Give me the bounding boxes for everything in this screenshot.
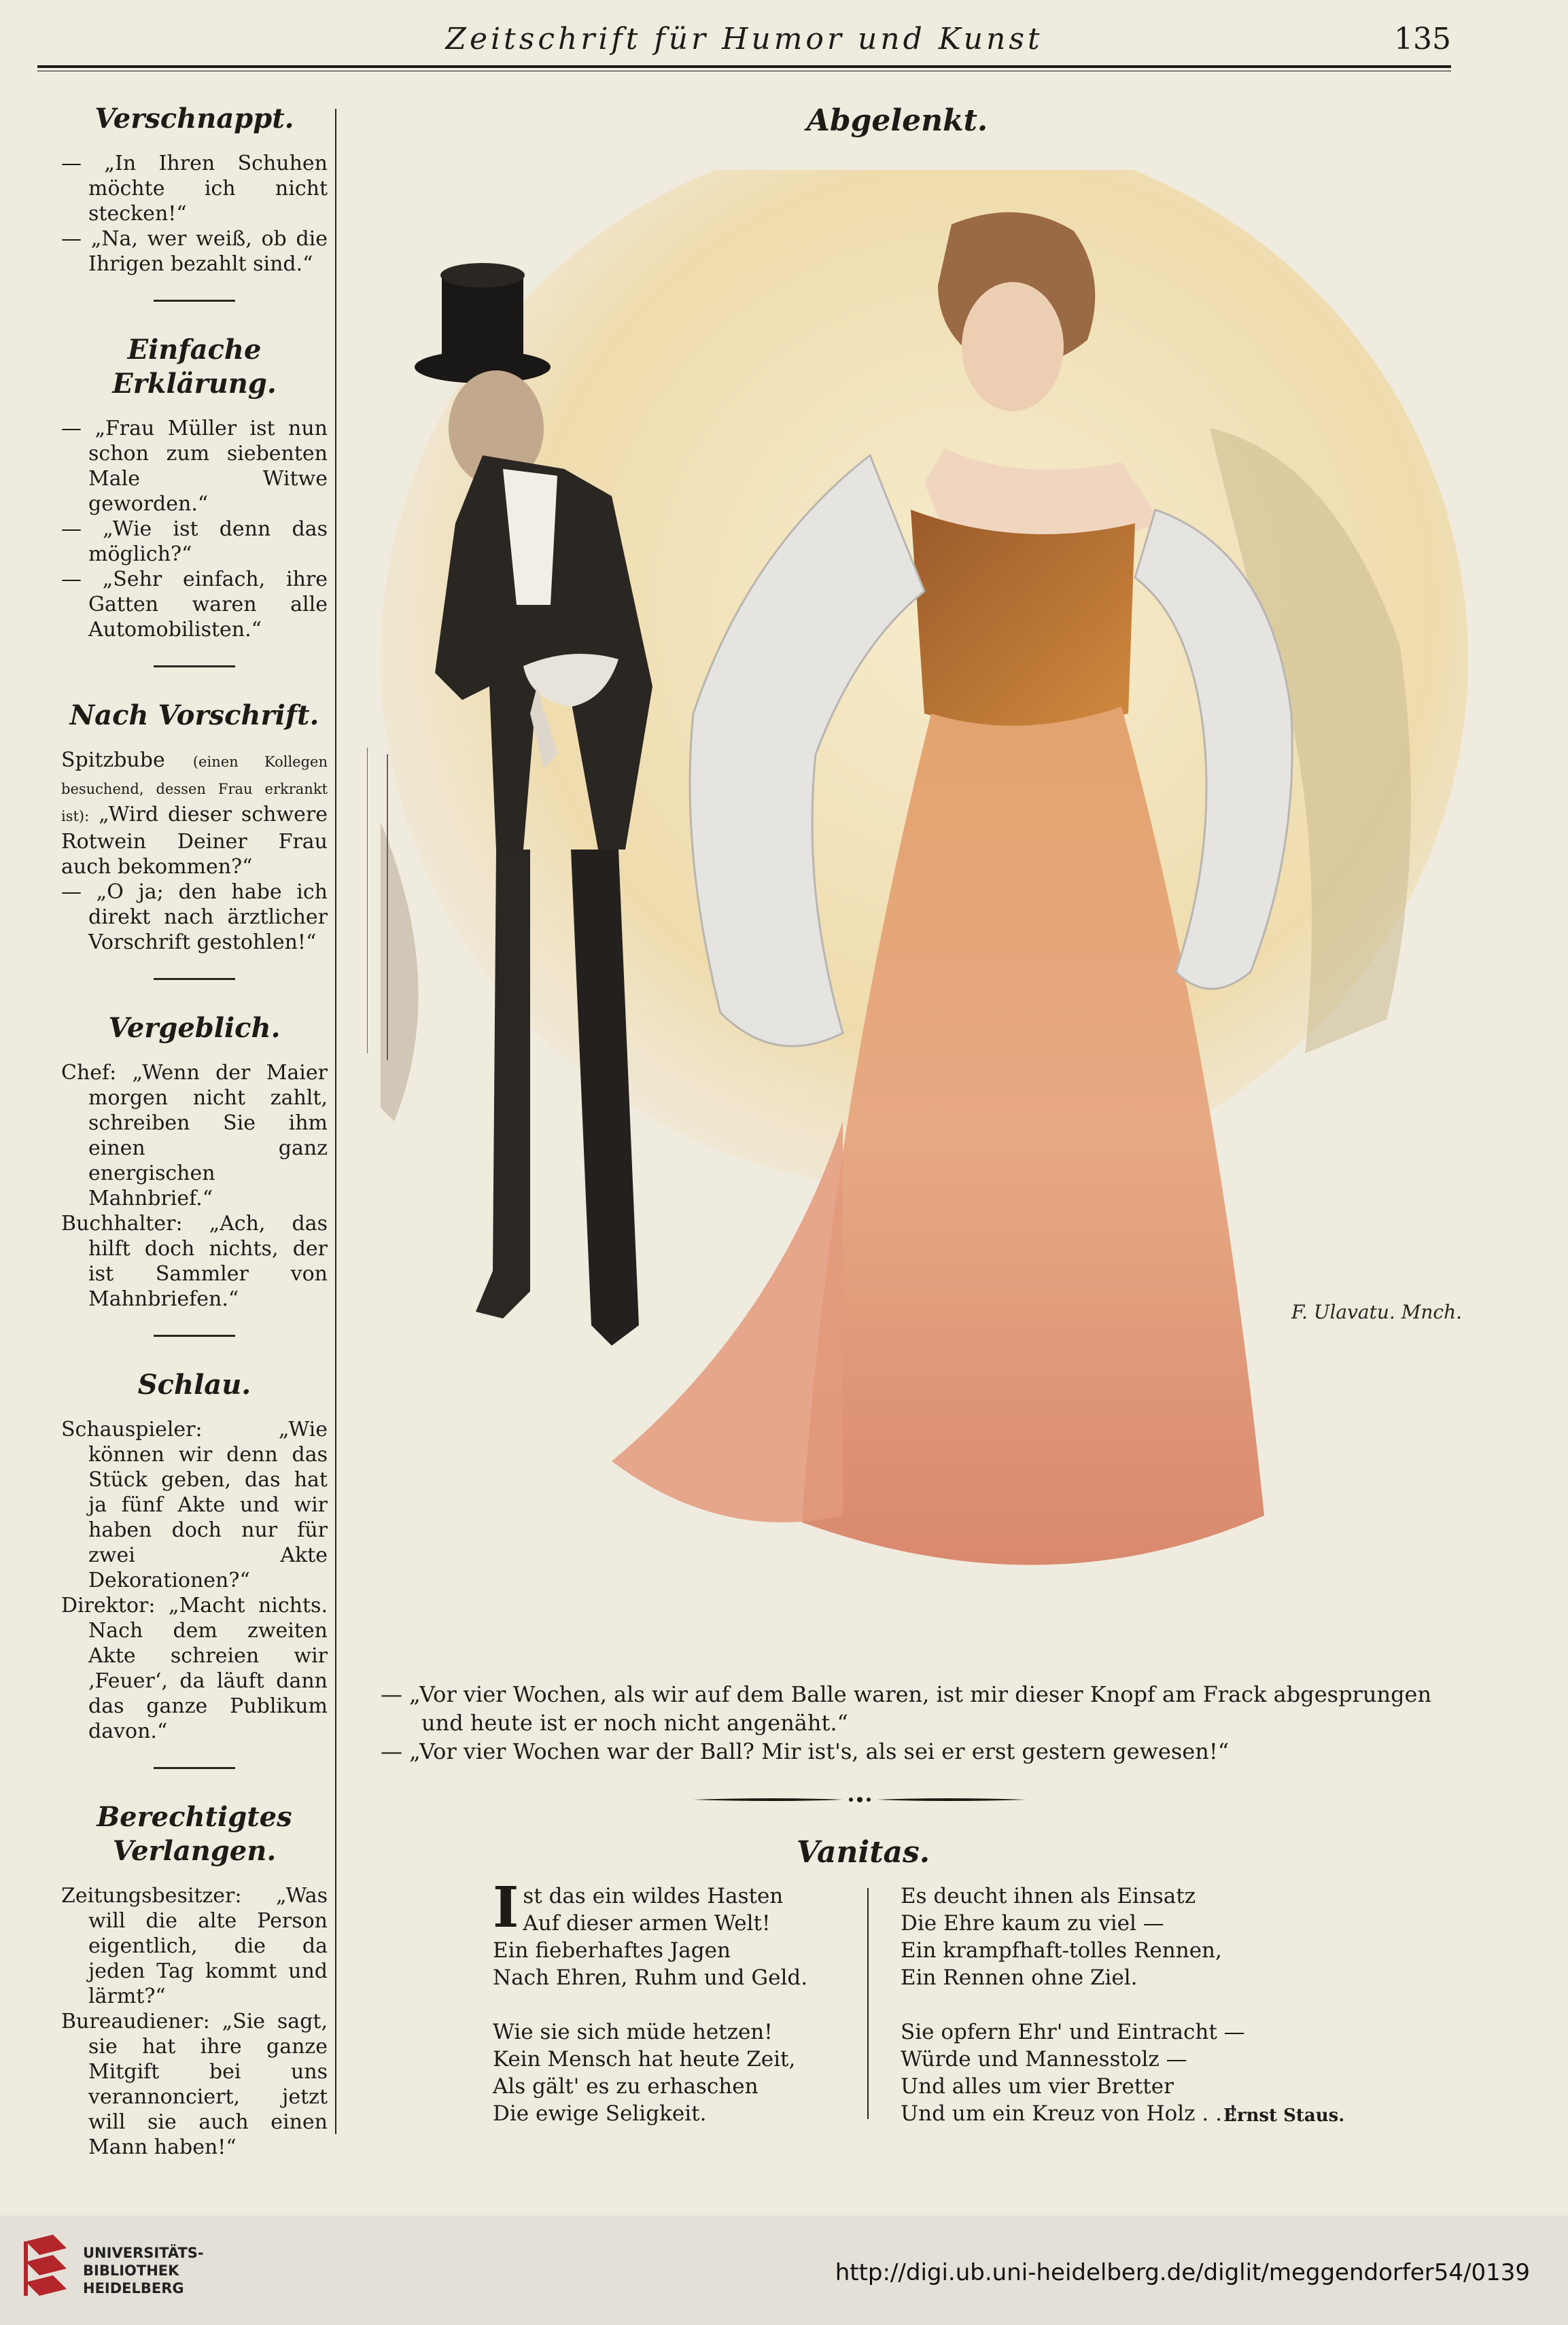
header-rule <box>37 65 1451 68</box>
poem-line: Und alles um vier Bretter <box>901 2074 1174 2099</box>
separator <box>154 978 235 980</box>
poem-right-column <box>901 1883 1281 2127</box>
poem-line: Und um ein Kreuz von Holz . . ! <box>901 2101 1238 2126</box>
background-curtain <box>381 822 419 1121</box>
poem-line: st das ein wildes Hasten <box>523 1884 784 1908</box>
poem-line: Es deucht ihnen als Einsatz <box>901 1884 1196 1908</box>
poem-line: Die Ehre kaum zu viel — <box>901 1911 1164 1936</box>
joke-nach-vorschrift <box>61 699 328 980</box>
library-name-line: BIBLIOTHEK <box>83 2262 179 2279</box>
joke-line: Bureaudiener: „Sie sagt, sie hat ihre ganze Mitgift bei uns verannonciert, jetzt will sie auch einen Mann haben!“ <box>61 2010 328 2159</box>
magazine-title: Zeitschrift für Humor und Kunst <box>445 22 1043 56</box>
joke-line: — „Sehr einfach, ihre Gatten waren alle Automobilisten.“ <box>61 567 328 642</box>
poem-line: Wie sie sich müde hetzen! <box>493 2020 773 2044</box>
poem-left-column <box>493 1875 846 2127</box>
joke-verschnappt <box>61 102 328 302</box>
library-footer <box>0 2216 1568 2325</box>
poem-line: Ein Rennen ohne Ziel. <box>901 1965 1138 1990</box>
poem-line: Ein fieberhaftes Jagen <box>493 1938 731 1963</box>
library-name-line: UNIVERSITÄTS- <box>83 2245 204 2261</box>
poem-divider <box>867 1888 869 2119</box>
joke-line: Zeitungsbesitzer: „Was will die alte Person eigentlich, die da jeden Tag kommt und lärmt?“ <box>61 1884 328 2008</box>
source-url-link[interactable]: http://digi.ub.uni-heidelberg.de/diglit/meggendorfer54/0139 <box>835 2259 1530 2286</box>
library-name-line: HEIDELBERG <box>83 2280 184 2296</box>
poem-line: Kein Mensch hat heute Zeit, <box>493 2047 796 2071</box>
poem-line: Ein krampfhaft-tolles Rennen, <box>901 1938 1222 1963</box>
poem-dropcap: I <box>493 1875 519 1940</box>
joke-text: „Wird dieser schwere Rotwein Deiner Frau auch bekommen?“ <box>61 803 328 879</box>
poem-title: Vanitas. <box>796 1835 930 1870</box>
separator <box>154 665 235 667</box>
joke-line: — „In Ihren Schuhen möchte ich nicht stecken!“ <box>61 152 328 226</box>
page-number: 135 <box>1394 22 1451 56</box>
separator <box>154 1767 235 1769</box>
joke-berechtigtes-verlangen <box>61 1800 328 2160</box>
joke-line: — „O ja; den habe ich direkt nach ärztlicher Vorschrift gestohlen!“ <box>61 880 328 954</box>
caption-line: — „Vor vier Wochen war der Ball? Mir ist's, als sei er erst gestern gewesen!“ <box>381 1738 1230 1764</box>
illustration-ballroom <box>367 170 1468 1665</box>
library-logo-icon <box>19 2235 73 2303</box>
stage-note: (einen Kollegen besuchend, dessen Frau erkrankt ist): <box>61 754 328 824</box>
joke-title: Berechtigtes Verlangen. <box>97 1801 292 1867</box>
artist-signature: F. Ulavatu. Mnch. <box>1291 1301 1463 1323</box>
lady-face <box>962 282 1064 411</box>
poem-line: Auf dieser armen Welt! <box>523 1911 771 1936</box>
joke-title: Einfache Erklärung. <box>112 334 277 400</box>
joke-line: Chef: „Wenn der Maier morgen nicht zahlt, schreiben Sie ihm einen ganz energischen Mahnbrief.“ <box>61 1061 328 1210</box>
joke-line: Schauspieler: „Wie können wir denn das Stück geben, das hat ja fünf Akte und wir haben doch nur für zwei Akte Dekorationen?“ <box>61 1418 328 1592</box>
illustration-title: Abgelenkt. <box>806 103 988 138</box>
poem-line: Würde und Mannesstolz — <box>901 2047 1187 2071</box>
joke-einfache-erklaerung <box>61 333 328 667</box>
joke-line: — „Frau Müller ist nun schon zum siebenten Male Witwe geworden.“ <box>61 417 328 516</box>
ornament-divider <box>693 1793 1026 1806</box>
joke-line <box>61 748 328 879</box>
gown-train <box>612 1121 843 1522</box>
bodice <box>911 510 1135 727</box>
caption-line: — „Vor vier Wochen, als wir auf dem Balle waren, ist mir dieser Knopf am Frack abgesprungen und heute ist er noch nicht angenäht.“ <box>381 1681 1432 1736</box>
joke-line: Buchhalter: „Ach, das hilft doch nichts, der ist Sammler von Mahnbriefen.“ <box>61 1212 328 1311</box>
poem-line: Sie opfern Ehr' und Eintracht — <box>901 2020 1245 2044</box>
joke-title: Vergeblich. <box>108 1012 281 1044</box>
speaker: Spitzbube <box>61 748 165 772</box>
poem-line: Die ewige Seligkeit. <box>493 2101 707 2126</box>
joke-line: — „Wie ist denn das möglich?“ <box>61 517 328 566</box>
poem-line: Als gält' es zu erhaschen <box>493 2074 759 2099</box>
joke-line: — „Na, wer weiß, ob die Ihrigen bezahlt sind.“ <box>61 227 328 276</box>
library-name <box>83 2244 204 2297</box>
joke-title: Verschnappt. <box>94 103 294 135</box>
separator <box>154 300 235 302</box>
separator <box>154 1335 235 1337</box>
poem-author: Ernst Staus. <box>1223 2105 1345 2126</box>
jokes-column <box>61 102 328 2191</box>
joke-line: Direktor: „Macht nichts. Nach dem zweiten Akte schreien wir ‚Feuer‘, da läuft dann das ganze Publikum davon.“ <box>61 1594 328 1743</box>
poem-line: Nach Ehren, Ruhm und Geld. <box>493 1965 808 1990</box>
illustration-caption <box>381 1680 1461 1766</box>
joke-title: Schlau. <box>137 1369 251 1401</box>
joke-schlau <box>61 1368 328 1769</box>
joke-title: Nach Vorschrift. <box>69 699 319 731</box>
column-divider <box>335 109 336 2134</box>
joke-vergeblich <box>61 1011 328 1337</box>
page-header <box>37 19 1451 67</box>
